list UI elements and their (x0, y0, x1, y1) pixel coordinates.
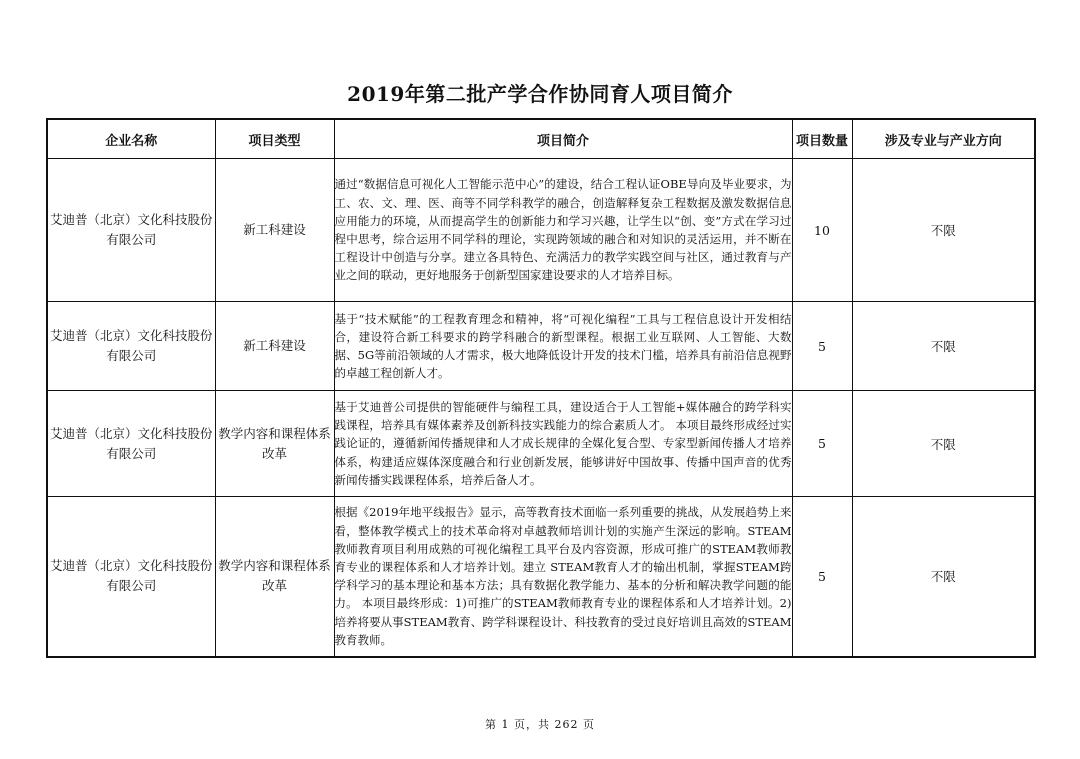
project-summary-cell: 基于“技术赋能”的工程教育理念和精神，将“可视化编程”工具与工程信息设计开发相结合，建设符合新工科要求的跨学科融合的新型课程。根据工业互联网、人工智能、大数据、5G等前沿领域的人才需求，极大地降低设计开发的技术门槛，培养具有前沿信息视野的卓越工程创新人才。 (334, 302, 792, 391)
project-type-cell: 新工科建设 (215, 159, 334, 302)
table-row (47, 497, 1035, 657)
company-cell: 艾迪普（北京）文化科技股份有限公司 (47, 391, 215, 497)
direction-cell: 不限 (852, 391, 1035, 497)
page-footer: 第 1 页，共 262 页 (485, 718, 595, 731)
project-count-cell: 10 (792, 159, 852, 302)
company-cell: 艾迪普（北京）文化科技股份有限公司 (47, 159, 215, 302)
column-header-company: 企业名称 (47, 119, 215, 159)
project-count-cell: 5 (792, 391, 852, 497)
column-header-direction: 涉及专业与产业方向 (852, 119, 1035, 159)
project-type-cell: 教学内容和课程体系改革 (215, 391, 334, 497)
project-summary-cell: 基于艾迪普公司提供的智能硬件与编程工具，建设适合于人工智能+媒体融合的跨学科实践课程，培养具有媒体素养及创新科技实践能力的综合素质人才。 本项目最终形成经过实践论证的，遵循新闻传播规律和人才成长规律的全媒化复合型、专家型新闻传播人才培养体系，构建适应媒体深度融合和行业创新发展，能够讲好中国故事、传播中国声音的优秀新闻传播实践课程体系，培养后备人才。 (334, 391, 792, 497)
project-summary-cell: 根据《2019年地平线报告》显示，高等教育技术面临一系列重要的挑战，从发展趋势上来看，整体教学模式上的技术革命将对卓越教师培训计划的实施产生深远的影响。STEAM教师教育项目利用成熟的可视化编程工具平台及内容资源，形成可推广的STEAM教师教育专业的课程体系和人才培养计划。建立 STEAM教育人才的输出机制，掌握STEAM跨学科学习的基本理论和基本方法；具有数据化教学能力、基本的分析和解决教学问题的能力。 本项目最终形成：1)可推广的STEAM教师教育专业的课程体系和人才培养计划。2)培养将要从事STEAM教育、跨学科课程设计、科技教育的受过良好培训且高效的STEAM教育教师。 (334, 497, 792, 657)
table-row (47, 391, 1035, 497)
company-cell: 艾迪普（北京）文化科技股份有限公司 (47, 302, 215, 391)
direction-cell: 不限 (852, 159, 1035, 302)
column-header-type: 项目类型 (215, 119, 334, 159)
table-row (47, 302, 1035, 391)
project-type-cell: 新工科建设 (215, 302, 334, 391)
column-header-count: 项目数量 (792, 119, 852, 159)
project-count-cell: 5 (792, 302, 852, 391)
project-table (46, 118, 1036, 658)
direction-cell: 不限 (852, 497, 1035, 657)
direction-cell: 不限 (852, 302, 1035, 391)
project-summary-cell: 通过“数据信息可视化人工智能示范中心”的建设，结合工程认证OBE导向及毕业要求，为工、农、文、理、医、商等不同学科教学的融合，创造解释复杂工程数据及激发数据信息应用能力的环境，从而提高学生的创新能力和学习兴趣，让学生以“创、变”方式在学习过程中思考，综合运用不同学科的理论，实现跨领域的融合和对知识的灵活运用，并不断在工程设计中创造与分享。建立各具特色、充满活力的教学实践空间与社区，通过教育与产业之间的联动，更好地服务于创新型国家建设要求的人才培养目标。 (334, 159, 792, 302)
project-type-cell: 教学内容和课程体系改革 (215, 497, 334, 657)
table-header-row (47, 119, 1035, 159)
column-header-summary: 项目简介 (334, 119, 792, 159)
table-row (47, 159, 1035, 302)
project-count-cell: 5 (792, 497, 852, 657)
page-title: 2019年第二批产学合作协同育人项目简介 (347, 82, 733, 106)
company-cell: 艾迪普（北京）文化科技股份有限公司 (47, 497, 215, 657)
